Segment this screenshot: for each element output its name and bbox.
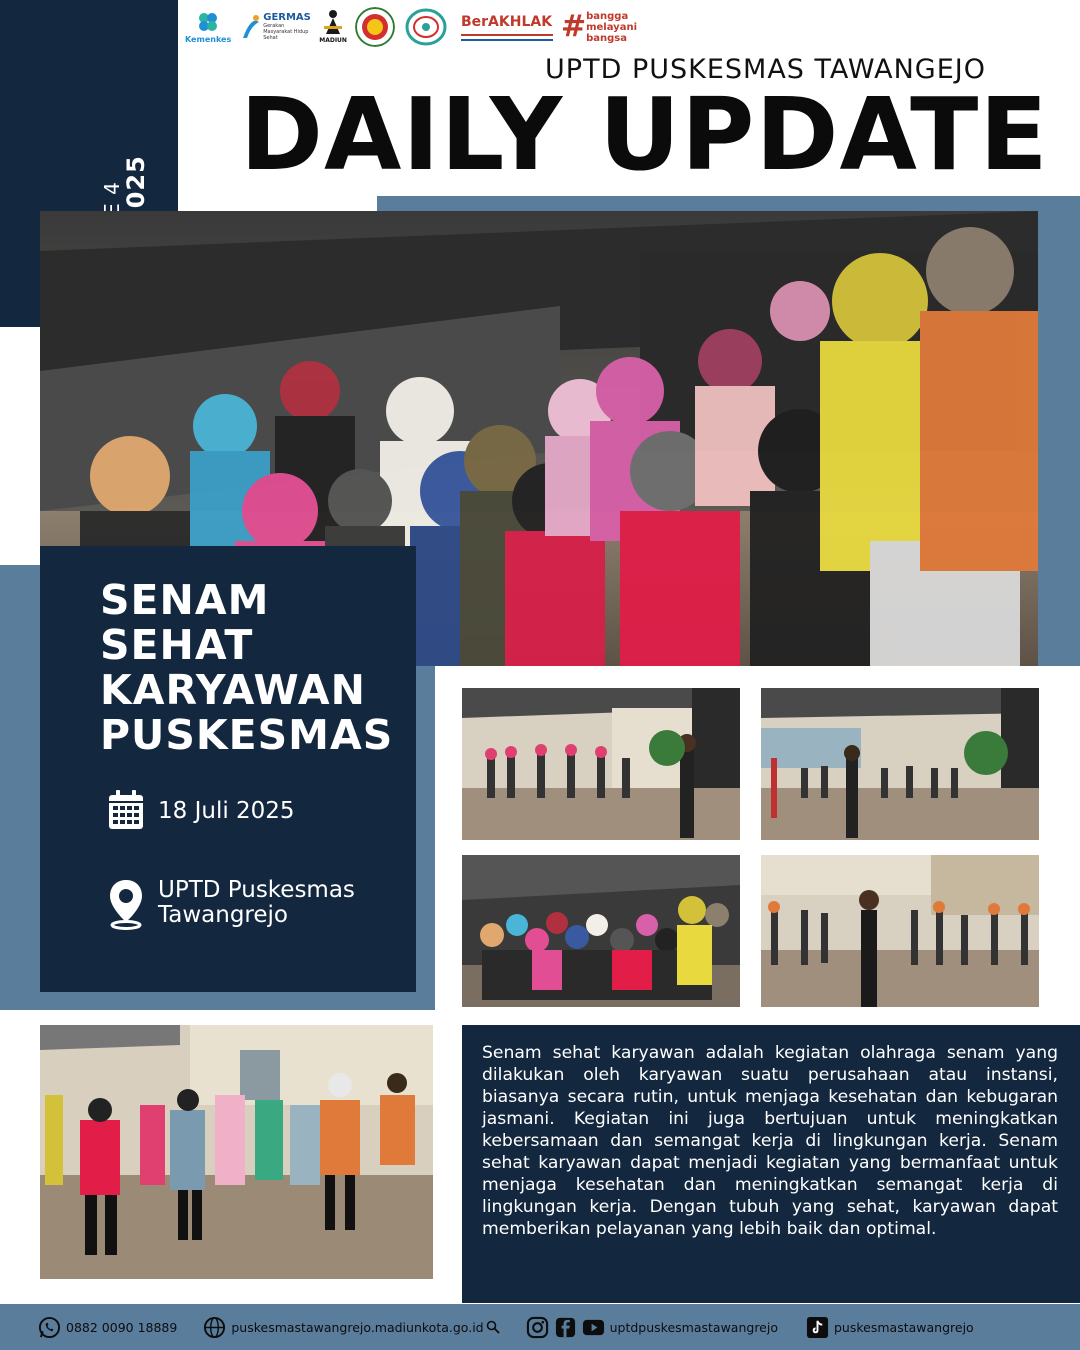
whatsapp-icon (38, 1316, 61, 1339)
footer-website[interactable] (203, 1316, 499, 1339)
event-location (158, 878, 355, 928)
description-text: Senam sehat karyawan adalah kegiatan olahraga senam yang dilakukan oleh karyawan suatu perusahaan atau instansi, biasanya secara rutin, untuk menjaga kesehatan dan kebugaran jasmani. Kegiatan ini juga bertujuan untuk meningkatkan kebersamaan dan semangat kerja di lingkungan kerja. Senam sehat karyawan dapat menjadi kegiatan yang bermanfaat untuk menjaga kesehatan dan meningkatkan semangat kerja di lingkungan kerja. Dengan tubuh yang sehat, karyawan dapat memberikan pelayanan yang lebih baik dan optimal. (482, 1043, 1058, 1239)
event-location-row (106, 878, 355, 928)
event-date: 18 Juli 2025 (158, 798, 295, 824)
gallery-photo-1 (462, 688, 740, 840)
event-title-line-3: KARYAWAN (100, 666, 366, 714)
event-location-line-1: UPTD Puskesmas (158, 877, 355, 903)
footer-tiktok[interactable] (806, 1316, 974, 1339)
bangga-line-1: bangga (586, 10, 629, 22)
berakhlak-label: BerAKHLAK (460, 13, 553, 30)
globe-icon (203, 1316, 226, 1339)
calendar-icon (106, 789, 146, 839)
youtube-icon (582, 1316, 605, 1339)
accent-bar-top (377, 196, 1080, 211)
event-date-row (106, 789, 295, 839)
germas-logo (239, 12, 311, 42)
berakhlak-underline (461, 34, 553, 36)
gallery-photo-3 (462, 855, 740, 1007)
kemenkes-icon (195, 9, 221, 35)
gallery-photo-2 (761, 688, 1039, 840)
organization-name: UPTD PUSKESMAS TAWANGEJO (545, 54, 986, 85)
event-title (100, 578, 400, 758)
kemenkes-label: Kemenkes (185, 35, 232, 44)
social-handle: uptdpuskesmastawangrejo (609, 1319, 778, 1335)
footer-phone[interactable] (38, 1316, 177, 1339)
germas-sub: Gerakan Masyarakat Hidup Sehat (263, 23, 309, 41)
gallery-photo-4 (761, 855, 1039, 1007)
puskesmas-seal-icon (403, 7, 449, 47)
berakhlak-underline-2 (461, 39, 553, 41)
hashtag-icon: # (560, 9, 587, 44)
bangga-line-3: bangsa (586, 32, 627, 44)
instagram-icon (526, 1316, 549, 1339)
city-seal-icon (355, 7, 395, 47)
search-icon (486, 1320, 500, 1334)
event-title-line-4: PUSKESMAS (100, 711, 394, 759)
footer-contact-bar (0, 1304, 1080, 1350)
accent-block-right (1038, 196, 1080, 666)
madiun-logo (319, 8, 347, 46)
event-title-line-1: SENAM (100, 576, 270, 624)
event-card (40, 546, 416, 992)
exercise-photo (40, 1025, 433, 1279)
bangga-melayani-logo (561, 11, 637, 44)
tiktok-icon (806, 1316, 829, 1339)
location-pin-icon (106, 878, 146, 928)
phone-number: 0882 0090 18889 (66, 1319, 178, 1335)
germas-label: GERMAS (263, 12, 311, 23)
facebook-icon (554, 1316, 577, 1339)
description-panel (462, 1025, 1080, 1303)
tiktok-handle: puskesmastawangrejo (834, 1319, 974, 1335)
event-title-line-2: SEHAT (100, 621, 254, 669)
bangga-line-2: melayani (586, 21, 637, 33)
kemenkes-logo (185, 9, 231, 45)
madiun-icon (322, 8, 344, 36)
website-url: puskesmastawangrejo.madiunkota.go.id (231, 1319, 484, 1335)
footer-social[interactable] (526, 1316, 778, 1339)
berakhlak-logo (461, 14, 553, 41)
germas-icon (239, 12, 263, 42)
page-title: DAILY UPDATE (240, 76, 1049, 193)
event-location-line-2: Tawangrejo (158, 902, 288, 928)
partner-logos (185, 6, 637, 48)
madiun-label: MADIUN (319, 37, 347, 44)
